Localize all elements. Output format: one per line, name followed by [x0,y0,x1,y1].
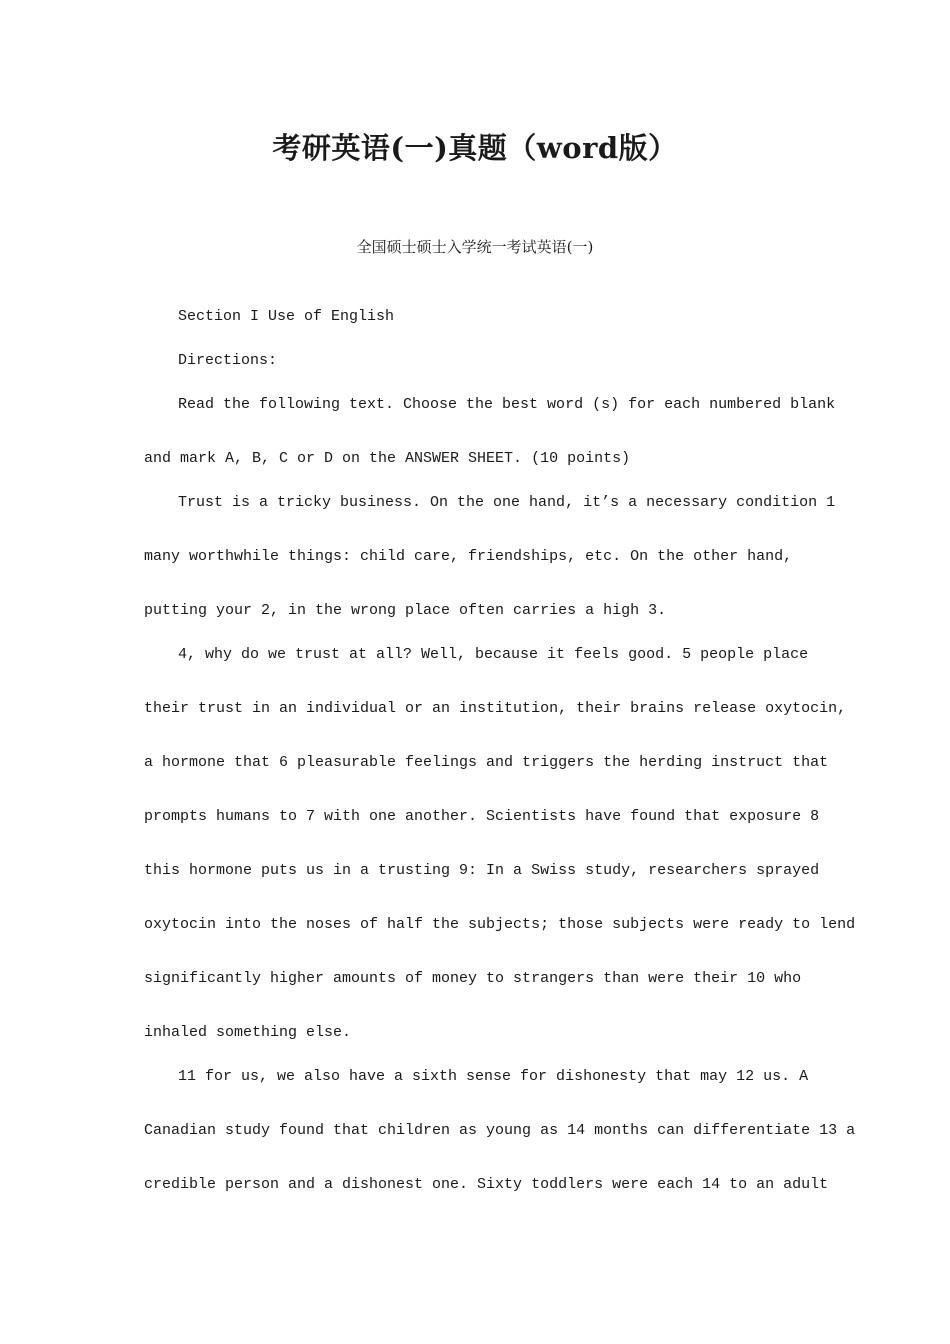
section-heading: Section I Use of English [178,308,395,325]
directions-label: Directions: [178,352,278,369]
body-line: inhaled something else. [144,1024,352,1041]
body-line: significantly higher amounts of money to strangers than were their 10 who [144,970,802,987]
body-line: many worthwhile things: child care, friendships, etc. On the other hand, [144,548,793,565]
document-title: 考研英语(一)真题（word版） [272,131,678,165]
body-line: 4, why do we trust at all? Well, because it feels good. 5 people place [178,646,809,663]
body-line: Read the following text. Choose the best word (s) for each numbered blank [178,396,836,413]
document-subtitle: 全国硕士硕士入学统一考试英语(一) [356,238,594,256]
body-line: credible person and a dishonest one. Sixty toddlers were each 14 to an adult [144,1176,829,1193]
body-line: prompts humans to 7 with one another. Scientists have found that exposure 8 [144,808,820,825]
body-line: and mark A, B, C or D on the ANSWER SHEET. (10 points) [144,450,631,467]
document-body [144,304,856,1198]
body-line: Trust is a tricky business. On the one hand, it’s a necessary condition 1 [178,494,836,511]
body-line: Canadian study found that children as young as 14 months can differentiate 13 a [144,1122,856,1139]
body-line: putting your 2, in the wrong place often carries a high 3. [144,602,667,619]
body-line: their trust in an individual or an institution, their brains release oxytocin, [144,700,847,717]
body-line: oxytocin into the noses of half the subjects; those subjects were ready to lend [144,916,856,933]
body-line: this hormone puts us in a trusting 9: In a Swiss study, researchers sprayed [144,862,820,879]
body-line: a hormone that 6 pleasurable feelings and triggers the herding instruct that [144,754,829,771]
body-line: 11 for us, we also have a sixth sense for dishonesty that may 12 us. A [178,1068,809,1085]
